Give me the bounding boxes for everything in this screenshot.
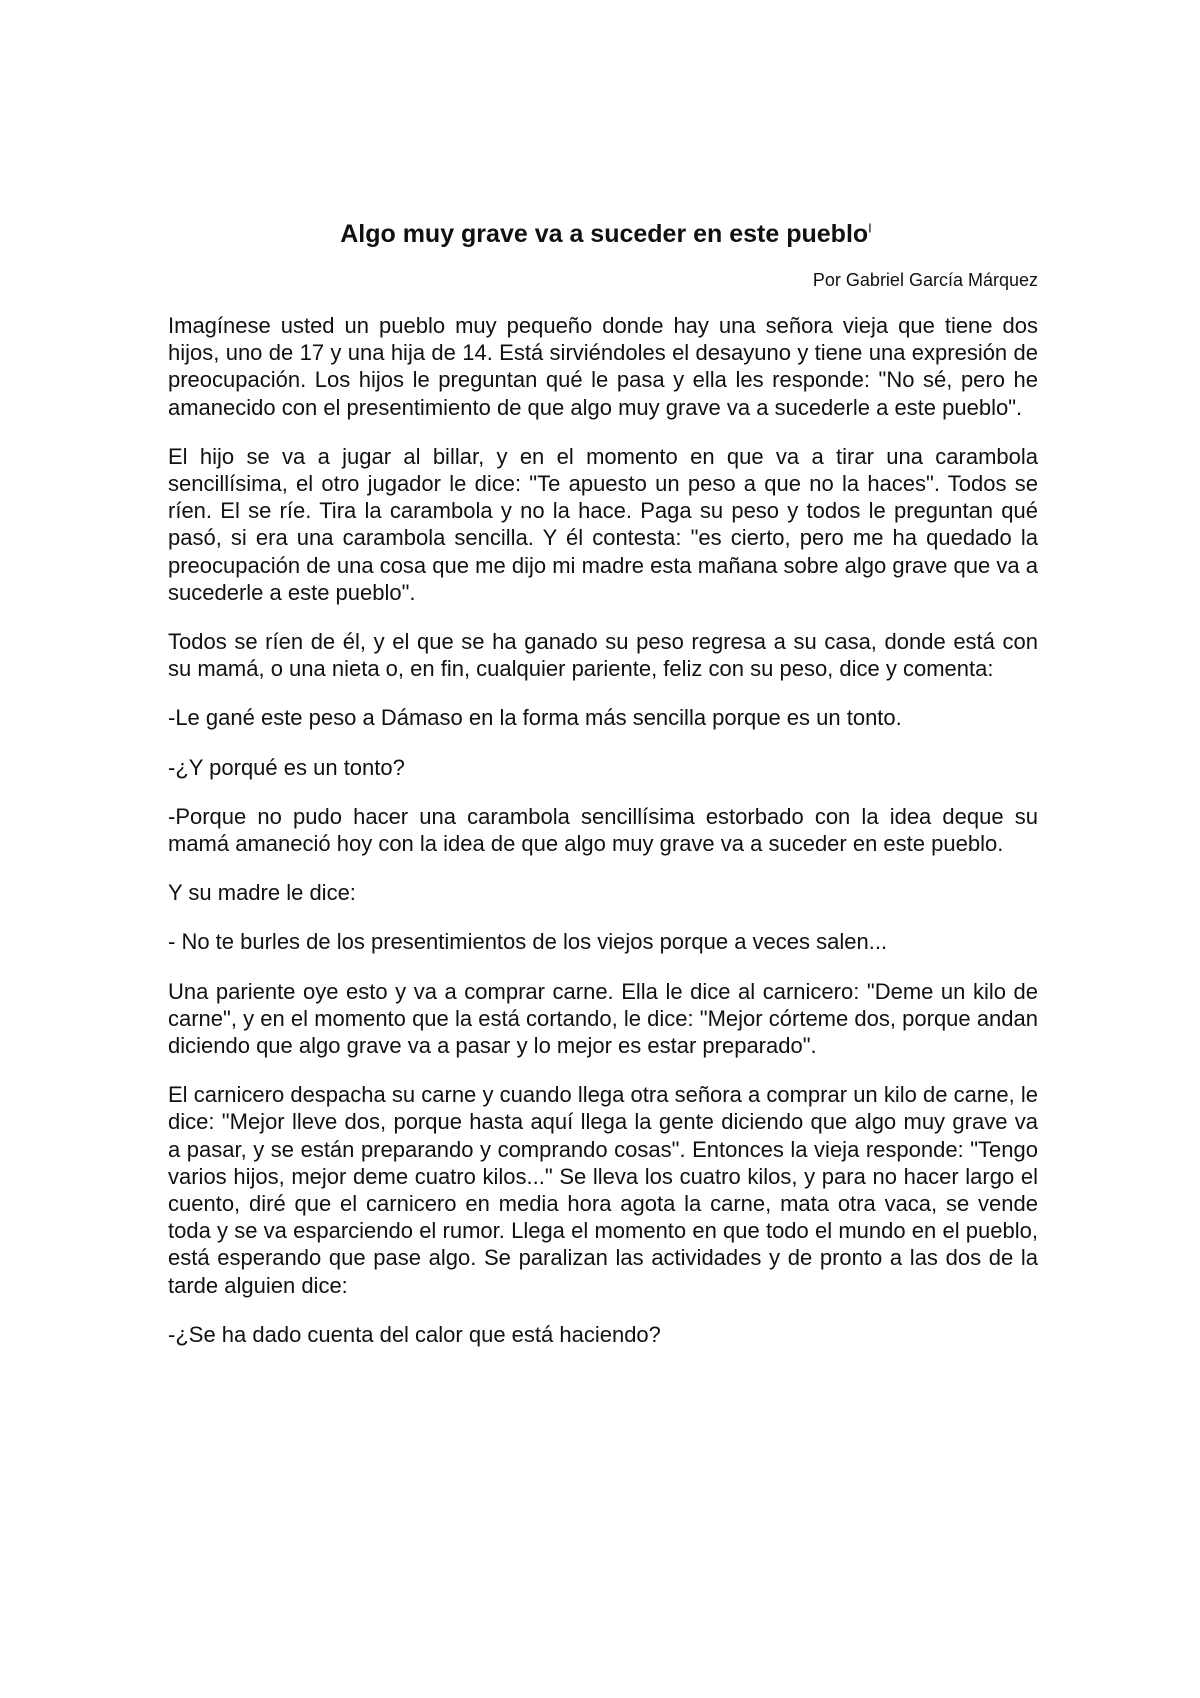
author-byline: Por Gabriel García Márquez <box>812 270 1038 290</box>
title-text: Algo muy grave va a suceder en este pueblo <box>340 220 869 248</box>
paragraph: - No te burles de los presentimientos de los viejos porque a veces salen... <box>168 929 888 955</box>
paragraph: El hijo se va a jugar al billar, y en el momento en que va a tirar una carambola sencillísima, el otro jugador le dice: "Te apuesto un peso a que no la haces". Todos se ríen. El se ríe. Tira la carambola y no la hace. Paga su peso y todos le preguntan qué pasó, si era una carambola sencilla. Y él contesta: "es cierto, pero me ha quedado la preocupación de una cosa que me dijo mi madre esta mañana sobre algo grave que va a sucederle a este pueblo". <box>168 443 1038 605</box>
paragraph: -¿Y porqué es un tonto? <box>168 754 405 780</box>
paragraph: Todos se ríen de él, y el que se ha ganado su peso regresa a su casa, donde está con su mamá, o una nieta o, en fin, cualquier pariente, feliz con su peso, dice y comenta: <box>168 629 1038 682</box>
title-footnote-mark: I <box>868 220 872 236</box>
paragraph: Una pariente oye esto y va a comprar carne. Ella le dice al carnicero: "Deme un kilo de carne", y en el momento que la está cortando, le dice: "Mejor córteme dos, porque andan diciendo que algo grave va a pasar y lo mejor es estar preparado". <box>168 978 1038 1059</box>
paragraph: Imagínese usted un pueblo muy pequeño donde hay una señora vieja que tiene dos hijos, uno de 17 y una hija de 14. Está sirviéndoles el desayuno y tiene una expresión de preocupación. Los hijos le preguntan qué le pasa y ella les responde: "No sé, pero he amanecido con el presentimiento de que algo muy grave va a sucederle a este pueblo". <box>168 313 1038 420</box>
document-body <box>168 218 1038 1370</box>
paragraph: Y su madre le dice: <box>168 880 356 906</box>
paragraph: -Le gané este peso a Dámaso en la forma más sencilla porque es un tonto. <box>168 705 902 731</box>
story-text <box>168 312 1038 1348</box>
document-title <box>168 218 1038 250</box>
paragraph: El carnicero despacha su carne y cuando llega otra señora a comprar un kilo de carne, le dice: "Mejor lleve dos, porque hasta aquí llega la gente diciendo que algo muy grave va a pasar, y se están preparando y comprando cosas". Entonces la vieja responde: "Tengo varios hijos, mejor deme cuatro kilos..." Se lleva los cuatro kilos, y para no hacer largo el cuento, diré que el carnicero en media hora agota la carne, mata otra vaca, se vende toda y se va esparciendo el rumor. Llega el momento en que todo el mundo en el pueblo, está esperando que pase algo. Se paralizan las actividades y de pronto a las dos de la tarde alguien dice: <box>168 1082 1038 1298</box>
paragraph: -Porque no pudo hacer una carambola sencillísima estorbado con la idea deque su mamá amaneció hoy con la idea de que algo muy grave va a suceder en este pueblo. <box>168 803 1038 857</box>
paragraph: -¿Se ha dado cuenta del calor que está haciendo? <box>168 1321 661 1347</box>
